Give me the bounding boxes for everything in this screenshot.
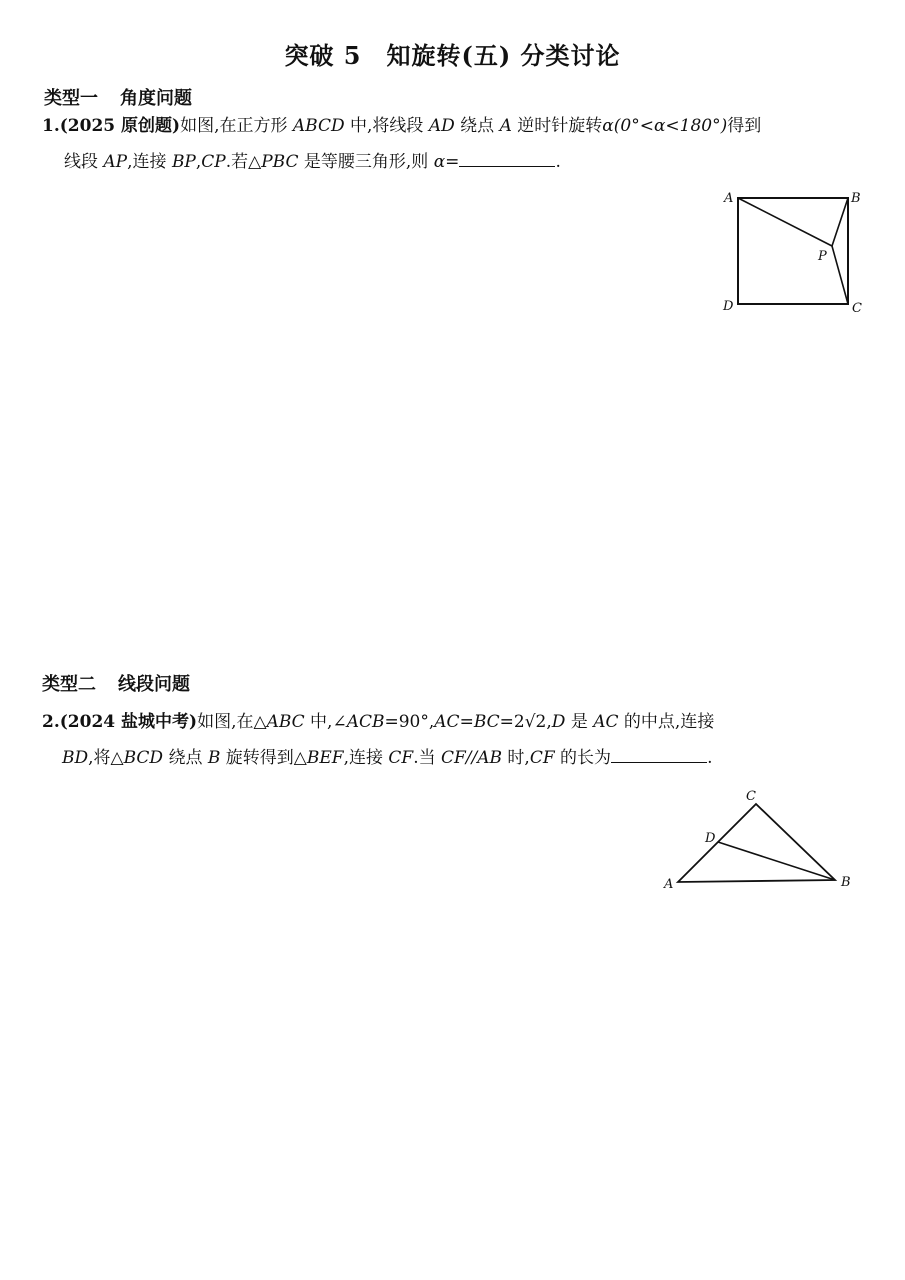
math-run: AC — [593, 712, 619, 732]
math-run: BCD — [123, 748, 164, 768]
text-run: 是 — [565, 712, 594, 732]
text-run: 如图,在正方形 — [180, 116, 293, 136]
math-run: BP — [171, 152, 196, 172]
math-run: CF — [529, 748, 555, 768]
problem-1-line-2 — [42, 144, 872, 180]
text-run: 绕点 — [454, 116, 500, 136]
type-name: 角度问题 — [120, 88, 192, 109]
math-run: AP — [103, 152, 128, 172]
label-p: P — [818, 249, 827, 264]
type-name: 线段问题 — [118, 674, 190, 695]
text-run: . — [707, 748, 713, 768]
math-run: CP — [201, 152, 226, 172]
section-heading-type-2 — [42, 670, 190, 696]
text-run: 逆时针旋转 — [511, 116, 603, 136]
type-label: 类型一 — [44, 88, 98, 109]
math-run: D — [551, 712, 566, 732]
answer-blank[interactable] — [459, 148, 555, 167]
problem-number: 2. — [42, 712, 60, 732]
math-run: ABCD — [292, 116, 345, 136]
problem-2-line-1 — [42, 704, 872, 740]
text-run: =90°, — [384, 712, 435, 732]
text-run: 的长为 — [554, 748, 612, 768]
math-run: CF//AB — [441, 748, 503, 768]
text-run: ,连接 — [127, 152, 172, 172]
label-a: A — [664, 877, 674, 892]
text-run: 旋转得到△ — [220, 748, 307, 768]
problem-2 — [42, 704, 872, 776]
triangle-abc — [678, 804, 835, 882]
segment-bp — [832, 198, 848, 246]
answer-blank[interactable] — [611, 744, 707, 763]
text-run: 是等腰三角形,则 — [298, 152, 434, 172]
math-run: ACB — [346, 712, 385, 732]
label-b: B — [851, 191, 861, 206]
text-run: =2√2, — [499, 712, 552, 732]
text-run: . — [555, 152, 561, 172]
math-run: CF — [388, 748, 414, 768]
text-run: ,连接 — [343, 748, 389, 768]
label-a: A — [724, 191, 734, 206]
text-run: 如图,在△ — [197, 712, 267, 732]
label-d: D — [723, 299, 734, 314]
math-run: α= — [433, 152, 460, 172]
math-run: B — [207, 748, 221, 768]
text-run: .若△ — [225, 152, 262, 172]
square-figure — [718, 186, 868, 316]
text-run: 的中点,连接 — [618, 712, 715, 732]
text-run: = — [459, 712, 474, 732]
label-c: C — [746, 789, 756, 804]
problem-1 — [42, 108, 872, 180]
label-b: B — [841, 875, 851, 890]
segment-bd — [718, 842, 835, 880]
math-run: BD — [62, 748, 89, 768]
page-title: 突破 5 知旋转(五) 分类讨论 — [284, 41, 621, 70]
math-run: BC — [473, 712, 500, 732]
text-run: 时, — [502, 748, 530, 768]
text-run: 线段 — [64, 152, 104, 172]
text-run: .当 — [413, 748, 441, 768]
label-c: C — [852, 301, 862, 316]
triangle-figure — [655, 786, 865, 896]
math-run: α(0°<α<180°) — [602, 116, 728, 136]
text-run: 绕点 — [163, 748, 208, 768]
label-d: D — [705, 831, 716, 846]
math-run: BEF — [306, 748, 344, 768]
text-run: , — [195, 152, 202, 172]
problem-number: 1. — [42, 116, 60, 136]
math-run: AD — [428, 116, 455, 136]
problem-source: (2025 原创题) — [59, 116, 181, 136]
problem-source: (2024 盐城中考) — [59, 712, 198, 732]
segment-ap — [738, 198, 832, 246]
type-label: 类型二 — [42, 674, 96, 695]
math-run: PBC — [261, 152, 299, 172]
square-abcd — [738, 198, 848, 304]
problem-2-line-2 — [42, 740, 872, 776]
segment-cp — [832, 246, 848, 304]
text-run: ,将△ — [88, 748, 124, 768]
problem-1-line-1 — [42, 108, 872, 144]
math-run: A — [499, 116, 512, 136]
text-run: 得到 — [727, 116, 762, 136]
section-heading-type-1 — [44, 84, 192, 110]
text-run: 中,将线段 — [344, 116, 429, 136]
math-run: AC — [434, 712, 460, 732]
math-run: ABC — [266, 712, 305, 732]
text-run: 中,∠ — [304, 712, 347, 732]
